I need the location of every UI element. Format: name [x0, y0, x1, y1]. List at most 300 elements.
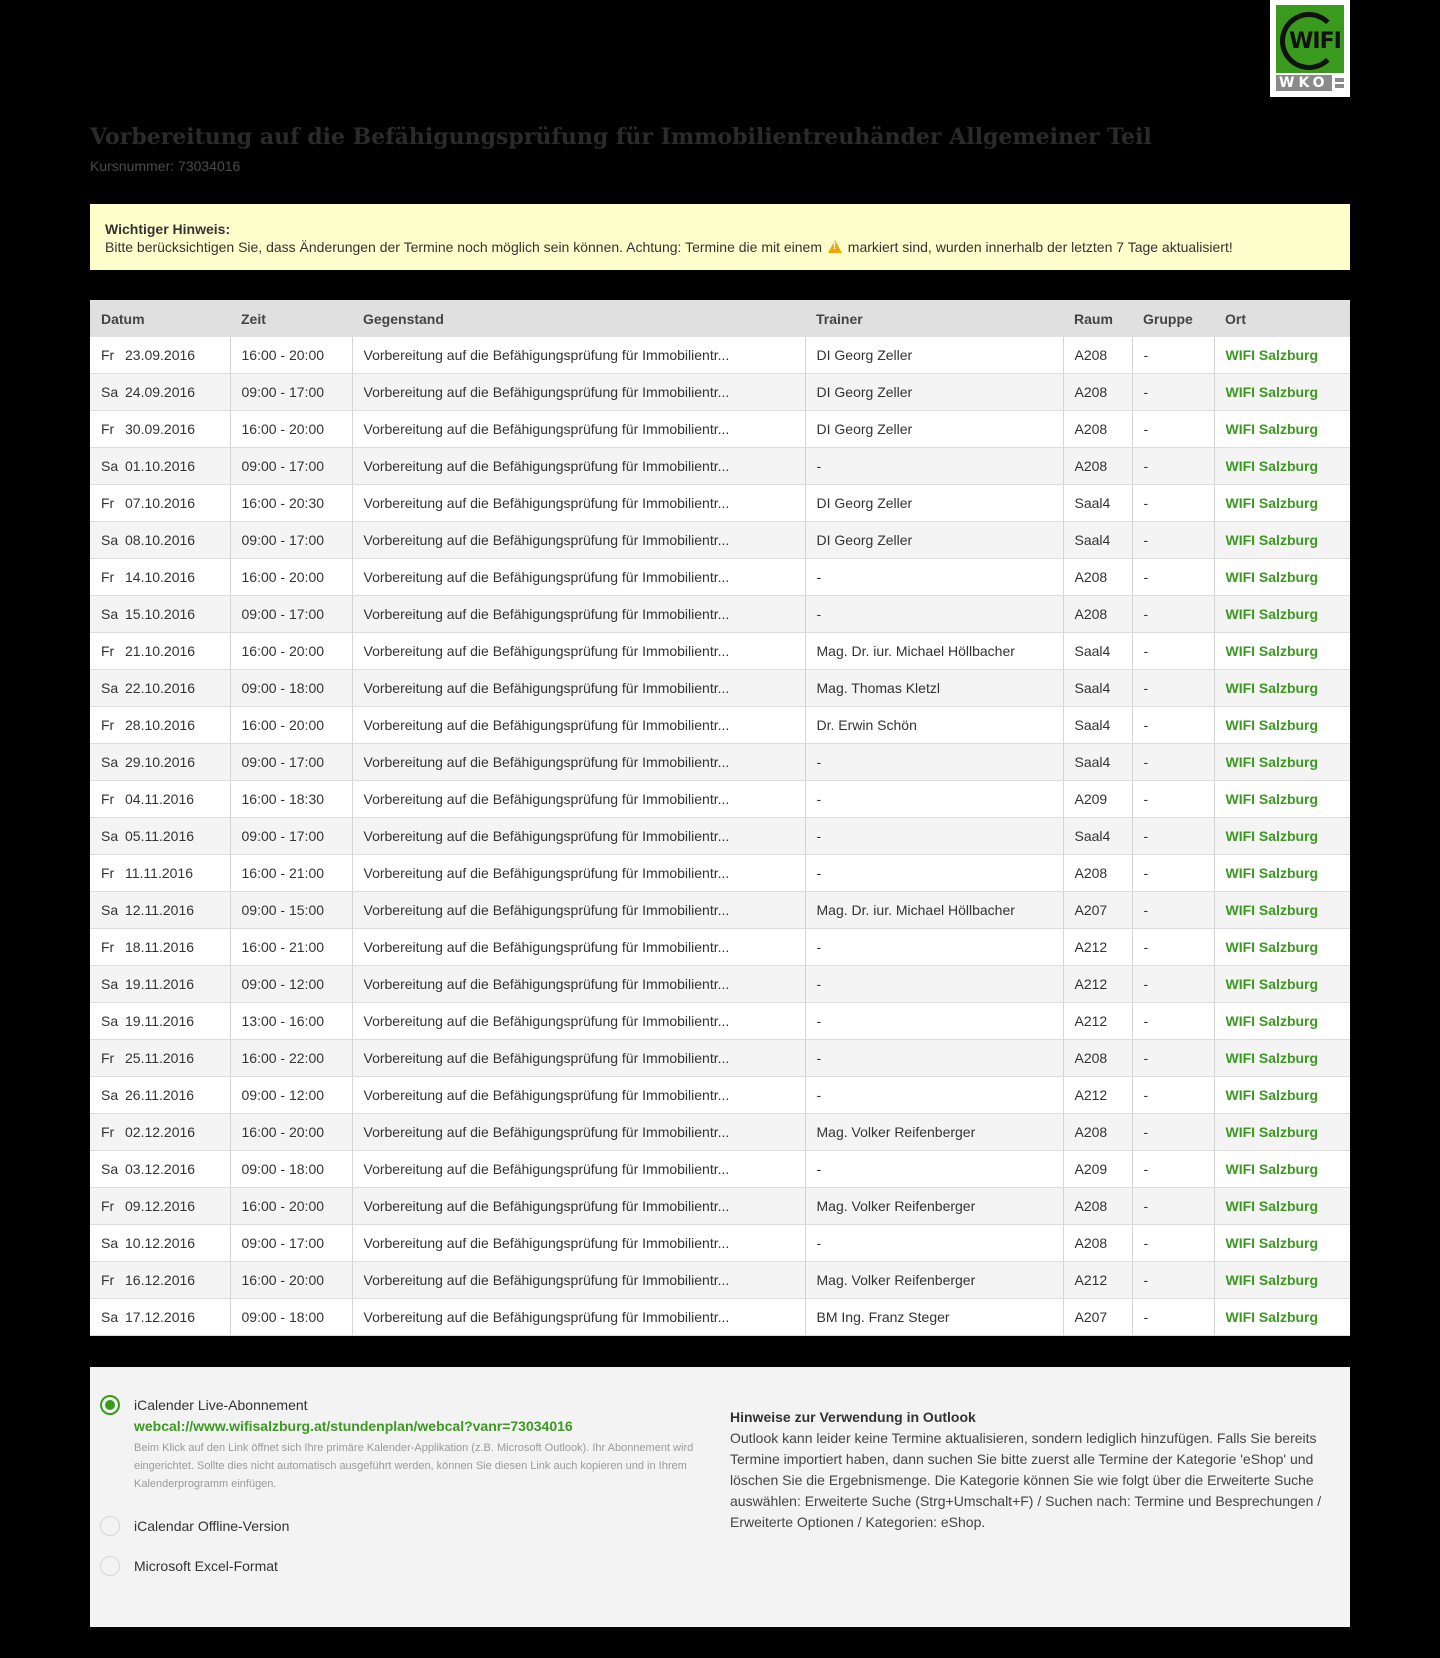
cell-ort-link[interactable]: WIFI Salzburg	[1214, 1077, 1350, 1114]
cell-raum: A208	[1063, 411, 1132, 448]
important-notice	[90, 204, 1350, 270]
table-row	[90, 559, 1350, 596]
cell-trainer: -	[805, 1077, 1063, 1114]
course-number	[90, 158, 240, 174]
notice-title: Wichtiger Hinweis:	[105, 221, 231, 237]
cell-datum	[90, 448, 230, 485]
cell-ort-link[interactable]: WIFI Salzburg	[1214, 1188, 1350, 1225]
cell-zeit: 09:00 - 17:00	[230, 448, 352, 485]
logo-bars-icon	[1335, 76, 1344, 90]
cell-zeit: 16:00 - 20:00	[230, 1188, 352, 1225]
cell-date: 26.11.2016	[125, 1087, 195, 1103]
cell-datum	[90, 1299, 230, 1336]
cell-trainer: Mag. Thomas Kletzl	[805, 670, 1063, 707]
cell-date: 22.10.2016	[125, 680, 196, 696]
cell-datum	[90, 744, 230, 781]
cell-datum	[90, 1151, 230, 1188]
table-row	[90, 596, 1350, 633]
course-number-value: 73034016	[178, 158, 241, 174]
cell-gegenstand: Vorbereitung auf die Befähigungsprüfung für Immobilientr...	[352, 522, 805, 559]
webcal-link[interactable]: webcal://www.wifisalzburg.at/stundenplan/webcal?vanr=73034016	[134, 1418, 573, 1434]
cell-datum	[90, 670, 230, 707]
option-label-excel[interactable]: Microsoft Excel-Format	[134, 1558, 278, 1574]
cell-gegenstand: Vorbereitung auf die Befähigungsprüfung für Immobilientr...	[352, 1188, 805, 1225]
cell-ort-link[interactable]: WIFI Salzburg	[1214, 1003, 1350, 1040]
cell-zeit: 09:00 - 12:00	[230, 966, 352, 1003]
cell-raum: A212	[1063, 1262, 1132, 1299]
cell-datum	[90, 596, 230, 633]
cell-gegenstand: Vorbereitung auf die Befähigungsprüfung für Immobilientr...	[352, 1225, 805, 1262]
cell-weekday: Fr	[101, 1272, 115, 1288]
cell-gegenstand: Vorbereitung auf die Befähigungsprüfung für Immobilientr...	[352, 1114, 805, 1151]
cell-gegenstand: Vorbereitung auf die Befähigungsprüfung für Immobilientr...	[352, 707, 805, 744]
table-row	[90, 448, 1350, 485]
cell-weekday: Sa	[101, 1309, 119, 1325]
outlook-hints-text: Outlook kann leider keine Termine aktualisieren, sondern lediglich hinzufügen. Falls Sie bereits Termine importiert haben, dann suchen Sie bitte zuerst alle Termine der Kategorie 'eShop' und löschen Sie die Ergebnismenge. Die Kategorie können Sie wie folgt über die Erweiterte Suche auswählen: Erweiterte Suche (Strg+Umschalt+F) / Suchen nach: Termine und Besprechungen / Erweiterte Optionen / Kategorien: eShop.	[730, 1430, 1322, 1530]
cell-date: 09.12.2016	[125, 1198, 196, 1214]
cell-ort-link[interactable]: WIFI Salzburg	[1214, 374, 1350, 411]
cell-gruppe: -	[1132, 485, 1214, 522]
cell-ort-link[interactable]: WIFI Salzburg	[1214, 411, 1350, 448]
cell-datum	[90, 1114, 230, 1151]
cell-ort-link[interactable]: WIFI Salzburg	[1214, 1225, 1350, 1262]
cell-gegenstand: Vorbereitung auf die Befähigungsprüfung für Immobilientr...	[352, 411, 805, 448]
cell-trainer: Mag. Dr. iur. Michael Höllbacher	[805, 892, 1063, 929]
column-header-trainer[interactable]: Trainer	[805, 300, 1063, 337]
export-option-excel[interactable]	[100, 1556, 278, 1576]
logo-text: WIFI	[1289, 28, 1341, 54]
cell-date: 04.11.2016	[125, 791, 195, 807]
cell-gruppe: -	[1132, 744, 1214, 781]
cell-trainer: -	[805, 596, 1063, 633]
cell-raum: A208	[1063, 1188, 1132, 1225]
schedule-table	[90, 300, 1350, 1336]
cell-datum	[90, 855, 230, 892]
cell-zeit: 09:00 - 17:00	[230, 1225, 352, 1262]
cell-gegenstand: Vorbereitung auf die Befähigungsprüfung für Immobilientr...	[352, 596, 805, 633]
cell-datum	[90, 485, 230, 522]
cell-datum	[90, 1003, 230, 1040]
cell-ort-link[interactable]: WIFI Salzburg	[1214, 485, 1350, 522]
cell-weekday: Fr	[101, 1050, 115, 1066]
cell-weekday: Sa	[101, 606, 119, 622]
cell-trainer: -	[805, 1003, 1063, 1040]
cell-zeit: 16:00 - 20:00	[230, 559, 352, 596]
cell-weekday: Fr	[101, 569, 115, 585]
cell-gruppe: -	[1132, 596, 1214, 633]
cell-gruppe: -	[1132, 1225, 1214, 1262]
cell-gruppe: -	[1132, 1077, 1214, 1114]
cell-gegenstand: Vorbereitung auf die Befähigungsprüfung für Immobilientr...	[352, 855, 805, 892]
outlook-hints-title: Hinweise zur Verwendung in Outlook	[730, 1409, 976, 1425]
cell-weekday: Sa	[101, 1013, 119, 1029]
cell-raum: Saal4	[1063, 744, 1132, 781]
cell-ort-link[interactable]: WIFI Salzburg	[1214, 892, 1350, 929]
table-row	[90, 1151, 1350, 1188]
column-header-zeit[interactable]: Zeit	[230, 300, 352, 337]
table-row	[90, 781, 1350, 818]
cell-trainer: Mag. Volker Reifenberger	[805, 1114, 1063, 1151]
cell-raum: Saal4	[1063, 485, 1132, 522]
table-row	[90, 855, 1350, 892]
cell-trainer: -	[805, 781, 1063, 818]
cell-datum	[90, 892, 230, 929]
cell-trainer: -	[805, 559, 1063, 596]
cell-trainer: Dr. Erwin Schön	[805, 707, 1063, 744]
cell-gegenstand: Vorbereitung auf die Befähigungsprüfung für Immobilientr...	[352, 892, 805, 929]
cell-raum: A208	[1063, 448, 1132, 485]
cell-ort-link[interactable]: WIFI Salzburg	[1214, 1114, 1350, 1151]
cell-ort-link[interactable]: WIFI Salzburg	[1214, 707, 1350, 744]
cell-raum: A208	[1063, 559, 1132, 596]
cell-ort-link[interactable]: WIFI Salzburg	[1214, 1151, 1350, 1188]
table-row	[90, 892, 1350, 929]
table-row	[90, 1262, 1350, 1299]
cell-weekday: Fr	[101, 939, 115, 955]
cell-gruppe: -	[1132, 892, 1214, 929]
cell-gegenstand: Vorbereitung auf die Befähigungsprüfung für Immobilientr...	[352, 1040, 805, 1077]
cell-raum: A208	[1063, 1040, 1132, 1077]
cell-gruppe: -	[1132, 818, 1214, 855]
cell-ort-link[interactable]: WIFI Salzburg	[1214, 596, 1350, 633]
table-row	[90, 818, 1350, 855]
cell-zeit: 09:00 - 17:00	[230, 596, 352, 633]
cell-gegenstand: Vorbereitung auf die Befähigungsprüfung für Immobilientr...	[352, 1077, 805, 1114]
cell-zeit: 09:00 - 17:00	[230, 374, 352, 411]
cell-zeit: 09:00 - 15:00	[230, 892, 352, 929]
cell-datum	[90, 929, 230, 966]
cell-weekday: Fr	[101, 495, 115, 511]
cell-date: 05.11.2016	[125, 828, 195, 844]
cell-gegenstand: Vorbereitung auf die Befähigungsprüfung für Immobilientr...	[352, 559, 805, 596]
wko-logo-mark	[1276, 75, 1344, 91]
cell-raum: Saal4	[1063, 633, 1132, 670]
cell-weekday: Sa	[101, 902, 119, 918]
cell-gegenstand: Vorbereitung auf die Befähigungsprüfung für Immobilientr...	[352, 670, 805, 707]
cell-ort-link[interactable]: WIFI Salzburg	[1214, 448, 1350, 485]
cell-gegenstand: Vorbereitung auf die Befähigungsprüfung für Immobilientr...	[352, 1003, 805, 1040]
column-header-ort[interactable]: Ort	[1214, 300, 1350, 337]
cell-datum	[90, 374, 230, 411]
column-header-gruppe[interactable]: Gruppe	[1132, 300, 1214, 337]
cell-gruppe: -	[1132, 1188, 1214, 1225]
schedule-table-body	[90, 337, 1350, 1336]
cell-raum: Saal4	[1063, 522, 1132, 559]
radio-ical-offline[interactable]	[100, 1516, 120, 1536]
cell-zeit: 09:00 - 17:00	[230, 818, 352, 855]
cell-trainer: -	[805, 744, 1063, 781]
cell-gruppe: -	[1132, 670, 1214, 707]
cell-trainer: BM Ing. Franz Steger	[805, 1299, 1063, 1336]
wifi-logo-mark	[1276, 5, 1344, 73]
cell-date: 14.10.2016	[125, 569, 196, 585]
cell-gegenstand: Vorbereitung auf die Befähigungsprüfung für Immobilientr...	[352, 744, 805, 781]
cell-zeit: 16:00 - 20:00	[230, 633, 352, 670]
cell-date: 24.09.2016	[125, 384, 196, 400]
table-row	[90, 633, 1350, 670]
table-row	[90, 966, 1350, 1003]
cell-raum: A208	[1063, 596, 1132, 633]
cell-ort-link[interactable]: WIFI Salzburg	[1214, 855, 1350, 892]
table-row	[90, 337, 1350, 374]
cell-weekday: Sa	[101, 828, 119, 844]
cell-date: 17.12.2016	[125, 1309, 196, 1325]
cell-weekday: Sa	[101, 680, 119, 696]
table-row	[90, 522, 1350, 559]
cell-weekday: Fr	[101, 347, 115, 363]
cell-gruppe: -	[1132, 1003, 1214, 1040]
cell-weekday: Fr	[101, 865, 115, 881]
cell-ort-link[interactable]: WIFI Salzburg	[1214, 1262, 1350, 1299]
calendar-export-panel	[90, 1367, 1350, 1627]
cell-date: 21.10.2016	[125, 643, 196, 659]
table-header-row	[90, 300, 1350, 337]
cell-date: 11.11.2016	[125, 865, 193, 881]
cell-gegenstand: Vorbereitung auf die Befähigungsprüfung für Immobilientr...	[352, 818, 805, 855]
cell-date: 18.11.2016	[125, 939, 195, 955]
cell-weekday: Sa	[101, 1161, 119, 1177]
cell-gruppe: -	[1132, 1262, 1214, 1299]
cell-trainer: DI Georg Zeller	[805, 411, 1063, 448]
cell-raum: A208	[1063, 1225, 1132, 1262]
cell-datum	[90, 1077, 230, 1114]
cell-zeit: 16:00 - 20:30	[230, 485, 352, 522]
cell-gegenstand: Vorbereitung auf die Befähigungsprüfung für Immobilientr...	[352, 929, 805, 966]
cell-trainer: -	[805, 966, 1063, 1003]
cell-zeit: 09:00 - 17:00	[230, 522, 352, 559]
cell-date: 16.12.2016	[125, 1272, 196, 1288]
wko-text: WKO	[1276, 75, 1332, 91]
cell-raum: Saal4	[1063, 670, 1132, 707]
cell-weekday: Sa	[101, 1087, 119, 1103]
option-label-ical-offline[interactable]: iCalendar Offline-Version	[134, 1518, 290, 1534]
outlook-hints	[730, 1407, 1330, 1533]
notice-text-after: markiert sind, wurden innerhalb der letzten 7 Tage aktualisiert!	[847, 239, 1233, 255]
cell-trainer: DI Georg Zeller	[805, 522, 1063, 559]
radio-ical-live[interactable]	[100, 1395, 120, 1415]
cell-date: 07.10.2016	[125, 495, 196, 511]
cell-zeit: 16:00 - 20:00	[230, 1262, 352, 1299]
cell-date: 12.11.2016	[125, 902, 195, 918]
warning-icon	[828, 240, 842, 253]
cell-raum: A208	[1063, 374, 1132, 411]
table-row	[90, 1114, 1350, 1151]
cell-trainer: -	[805, 1225, 1063, 1262]
cell-ort-link[interactable]: WIFI Salzburg	[1214, 818, 1350, 855]
cell-gruppe: -	[1132, 707, 1214, 744]
table-row	[90, 1003, 1350, 1040]
cell-ort-link[interactable]: WIFI Salzburg	[1214, 337, 1350, 374]
radio-excel[interactable]	[100, 1556, 120, 1576]
cell-date: 08.10.2016	[125, 532, 196, 548]
cell-gruppe: -	[1132, 1151, 1214, 1188]
cell-date: 28.10.2016	[125, 717, 196, 733]
cell-ort-link[interactable]: WIFI Salzburg	[1214, 744, 1350, 781]
cell-raum: A207	[1063, 892, 1132, 929]
table-row	[90, 1299, 1350, 1336]
cell-gruppe: -	[1132, 781, 1214, 818]
cell-ort-link[interactable]: WIFI Salzburg	[1214, 1299, 1350, 1336]
column-header-datum[interactable]: Datum	[90, 300, 230, 337]
cell-ort-link[interactable]: WIFI Salzburg	[1214, 1040, 1350, 1077]
cell-datum	[90, 1262, 230, 1299]
cell-trainer: -	[805, 1040, 1063, 1077]
table-row	[90, 707, 1350, 744]
cell-zeit: 16:00 - 21:00	[230, 855, 352, 892]
column-header-raum[interactable]: Raum	[1063, 300, 1132, 337]
cell-raum: Saal4	[1063, 707, 1132, 744]
cell-zeit: 09:00 - 17:00	[230, 744, 352, 781]
cell-ort-link[interactable]: WIFI Salzburg	[1214, 929, 1350, 966]
cell-weekday: Sa	[101, 754, 119, 770]
cell-gruppe: -	[1132, 1114, 1214, 1151]
cell-gegenstand: Vorbereitung auf die Befähigungsprüfung für Immobilientr...	[352, 374, 805, 411]
notice-text-before: Bitte berücksichtigen Sie, dass Änderungen der Termine noch möglich sein können. Achtung: Termine die mit einem	[105, 239, 823, 255]
cell-raum: A212	[1063, 966, 1132, 1003]
cell-gruppe: -	[1132, 966, 1214, 1003]
cell-ort-link[interactable]: WIFI Salzburg	[1214, 781, 1350, 818]
cell-trainer: Mag. Dr. iur. Michael Höllbacher	[805, 633, 1063, 670]
table-row	[90, 411, 1350, 448]
cell-zeit: 16:00 - 21:00	[230, 929, 352, 966]
cell-zeit: 16:00 - 22:00	[230, 1040, 352, 1077]
table-row	[90, 744, 1350, 781]
cell-ort-link[interactable]: WIFI Salzburg	[1214, 559, 1350, 596]
cell-gruppe: -	[1132, 374, 1214, 411]
cell-gruppe: -	[1132, 448, 1214, 485]
cell-zeit: 13:00 - 16:00	[230, 1003, 352, 1040]
cell-date: 19.11.2016	[125, 1013, 195, 1029]
cell-gruppe: -	[1132, 633, 1214, 670]
cell-raum: A212	[1063, 1077, 1132, 1114]
option-label-ical-live[interactable]: iCalender Live-Abonnement	[134, 1397, 308, 1413]
cell-trainer: DI Georg Zeller	[805, 485, 1063, 522]
table-row	[90, 670, 1350, 707]
cell-datum	[90, 559, 230, 596]
cell-weekday: Fr	[101, 1198, 115, 1214]
cell-raum: A208	[1063, 1114, 1132, 1151]
cell-ort-link[interactable]: WIFI Salzburg	[1214, 522, 1350, 559]
cell-zeit: 16:00 - 20:00	[230, 411, 352, 448]
cell-date: 29.10.2016	[125, 754, 196, 770]
export-option-ical-offline[interactable]	[100, 1516, 289, 1536]
cell-zeit: 16:00 - 18:30	[230, 781, 352, 818]
cell-gegenstand: Vorbereitung auf die Befähigungsprüfung für Immobilientr...	[352, 633, 805, 670]
cell-datum	[90, 781, 230, 818]
cell-raum: A208	[1063, 855, 1132, 892]
cell-datum	[90, 1225, 230, 1262]
cell-weekday: Sa	[101, 384, 119, 400]
cell-weekday: Fr	[101, 421, 115, 437]
table-row	[90, 485, 1350, 522]
webcal-help-text: Beim Klick auf den Link öffnet sich Ihre primäre Kalender-Applikation (z.B. Microsoft Outlook). Ihr Abonnement wird eingerichtet. Sollte dies nicht automatisch ausgeführt werden, können Sie diesen Link auch kopieren und in Ihrem Kalenderprogramm einfügen.	[134, 1442, 694, 1490]
cell-trainer: Mag. Volker Reifenberger	[805, 1262, 1063, 1299]
cell-weekday: Fr	[101, 643, 115, 659]
cell-raum: Saal4	[1063, 818, 1132, 855]
notice-text	[105, 238, 1335, 256]
cell-zeit: 16:00 - 20:00	[230, 1114, 352, 1151]
cell-raum: A209	[1063, 781, 1132, 818]
cell-gruppe: -	[1132, 337, 1214, 374]
cell-date: 19.11.2016	[125, 976, 195, 992]
cell-datum	[90, 633, 230, 670]
cell-ort-link[interactable]: WIFI Salzburg	[1214, 670, 1350, 707]
cell-gegenstand: Vorbereitung auf die Befähigungsprüfung für Immobilientr...	[352, 448, 805, 485]
cell-gruppe: -	[1132, 522, 1214, 559]
cell-zeit: 09:00 - 18:00	[230, 1299, 352, 1336]
cell-weekday: Sa	[101, 458, 119, 474]
cell-datum	[90, 337, 230, 374]
cell-date: 25.11.2016	[125, 1050, 195, 1066]
cell-gegenstand: Vorbereitung auf die Befähigungsprüfung für Immobilientr...	[352, 1262, 805, 1299]
cell-weekday: Sa	[101, 976, 119, 992]
cell-gegenstand: Vorbereitung auf die Befähigungsprüfung für Immobilientr...	[352, 485, 805, 522]
cell-date: 01.10.2016	[125, 458, 196, 474]
cell-zeit: 09:00 - 18:00	[230, 670, 352, 707]
cell-datum	[90, 966, 230, 1003]
cell-date: 03.12.2016	[125, 1161, 196, 1177]
cell-trainer: Mag. Volker Reifenberger	[805, 1188, 1063, 1225]
cell-gegenstand: Vorbereitung auf die Befähigungsprüfung für Immobilientr...	[352, 1151, 805, 1188]
cell-gruppe: -	[1132, 855, 1214, 892]
cell-trainer: -	[805, 448, 1063, 485]
cell-trainer: -	[805, 818, 1063, 855]
cell-trainer: -	[805, 855, 1063, 892]
cell-date: 30.09.2016	[125, 421, 196, 437]
column-header-gegenstand[interactable]: Gegenstand	[352, 300, 805, 337]
cell-gegenstand: Vorbereitung auf die Befähigungsprüfung für Immobilientr...	[352, 337, 805, 374]
cell-gruppe: -	[1132, 411, 1214, 448]
cell-weekday: Fr	[101, 717, 115, 733]
table-row	[90, 1077, 1350, 1114]
cell-weekday: Sa	[101, 532, 119, 548]
cell-gegenstand: Vorbereitung auf die Befähigungsprüfung für Immobilientr...	[352, 1299, 805, 1336]
cell-gegenstand: Vorbereitung auf die Befähigungsprüfung für Immobilientr...	[352, 966, 805, 1003]
cell-datum	[90, 1040, 230, 1077]
page-title: Vorbereitung auf die Befähigungsprüfung für Immobilientreuhänder Allgemeiner Teil	[90, 124, 1152, 150]
cell-ort-link[interactable]: WIFI Salzburg	[1214, 966, 1350, 1003]
cell-datum	[90, 818, 230, 855]
cell-datum	[90, 707, 230, 744]
cell-zeit: 16:00 - 20:00	[230, 337, 352, 374]
cell-trainer: -	[805, 929, 1063, 966]
cell-date: 10.12.2016	[125, 1235, 196, 1251]
cell-ort-link[interactable]: WIFI Salzburg	[1214, 633, 1350, 670]
cell-zeit: 16:00 - 20:00	[230, 707, 352, 744]
cell-gruppe: -	[1132, 1299, 1214, 1336]
cell-datum	[90, 411, 230, 448]
wifi-wko-logo	[1270, 0, 1350, 97]
table-row	[90, 1188, 1350, 1225]
cell-trainer: DI Georg Zeller	[805, 374, 1063, 411]
cell-trainer: -	[805, 1151, 1063, 1188]
cell-weekday: Sa	[101, 1235, 119, 1251]
cell-gruppe: -	[1132, 559, 1214, 596]
cell-datum	[90, 522, 230, 559]
cell-raum: A212	[1063, 1003, 1132, 1040]
export-option-ical-live[interactable]	[100, 1395, 694, 1493]
cell-weekday: Fr	[101, 1124, 115, 1140]
cell-raum: A209	[1063, 1151, 1132, 1188]
cell-gegenstand: Vorbereitung auf die Befähigungsprüfung für Immobilientr...	[352, 781, 805, 818]
cell-gruppe: -	[1132, 929, 1214, 966]
cell-gruppe: -	[1132, 1040, 1214, 1077]
cell-raum: A212	[1063, 929, 1132, 966]
cell-date: 23.09.2016	[125, 347, 196, 363]
cell-date: 15.10.2016	[125, 606, 196, 622]
cell-zeit: 09:00 - 12:00	[230, 1077, 352, 1114]
table-row	[90, 929, 1350, 966]
